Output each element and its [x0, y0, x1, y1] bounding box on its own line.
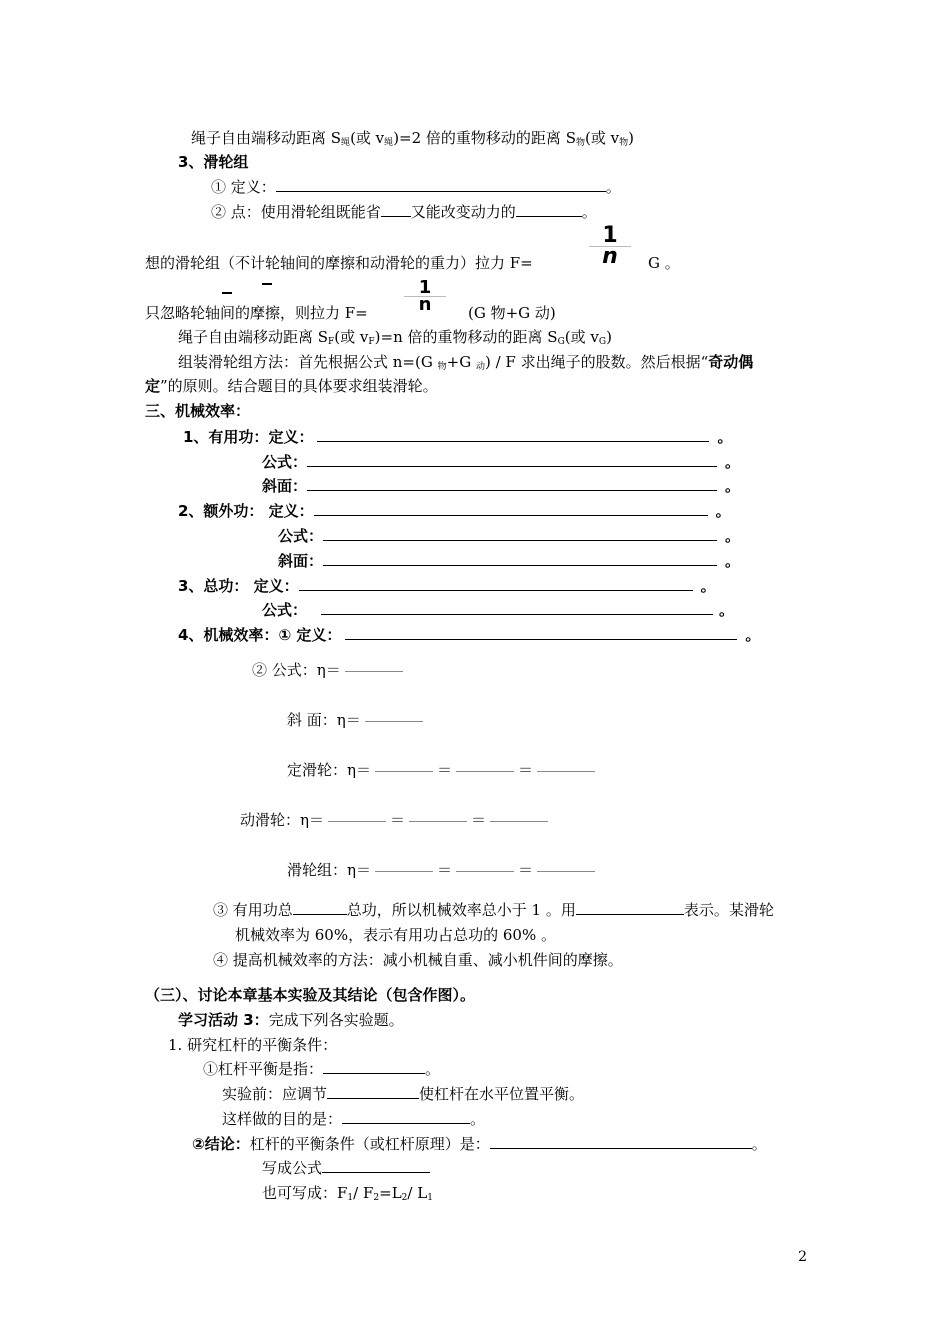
point-4: ④ 提高机械效率的方法：减小机械自重、减小机件间的摩擦。: [213, 951, 623, 969]
formula-slope: 斜 面：η＝: [287, 710, 427, 730]
fraction-1-over-n: 1 n: [585, 228, 635, 265]
question-1: 1. 研究杠杆的平衡条件：: [168, 1036, 338, 1054]
question-1a: ①杠杆平衡是指： 。: [203, 1060, 441, 1078]
extra-work-def: 2、额外功： 定义： 。: [178, 502, 731, 520]
heading-pulley-block: 3、滑轮组: [178, 153, 249, 171]
line-only-friction: 只忽略轮轴间的摩擦，则拉力 F=: [145, 304, 368, 322]
mark-dash-1: [262, 283, 272, 285]
useful-work-slope: 斜面： 。: [262, 477, 741, 495]
point-3-cont: 机械效率为 60%，表示有用功占总功的 60% 。: [235, 926, 556, 944]
line-rope-distance: 绳子自由端移动距离 $S_绳$(或 $v_绳)=2$ 倍的重物移动的距离 $S_物$(或 $v_物$): [191, 129, 634, 148]
section-experiments: （三）、讨论本章基本实验及其结论（包含作图）。: [145, 986, 476, 1004]
mark-dash-2: [222, 292, 232, 294]
line-ideal-pulley: 想的滑轮组（不计轮轴间的摩擦和动滑轮的重力）拉力 F=: [145, 254, 533, 272]
question-1b: 实验前：应调节 使杠杆在水平位置平衡。: [222, 1085, 585, 1103]
line-assembly: 组装滑轮组方法：首先根据公式 n=(G $_物$+G $_动$) / F 求出绳子的股数。然后根据“奇动偶: [178, 353, 754, 372]
alt-formula: 也可写成：$F_1/$ $F_2=L_2/$ $L_1$: [262, 1184, 433, 1203]
line-feature: ② 点：使用滑轮组既能省 又能改变动力的 。: [211, 203, 597, 221]
conclusion: ②结论：杠杆的平衡条件（或杠杆原理）是： 。: [192, 1135, 767, 1153]
formula-eta: ② 公式：η＝: [252, 660, 407, 680]
total-work-def: 3、总功： 定义： 。: [178, 577, 716, 595]
fraction-1-over-n-2: 1 n: [400, 282, 450, 311]
section-efficiency: 三、机械效率：: [145, 402, 251, 420]
line-definition: ① 定义： 。: [211, 178, 621, 196]
formula-pulley-block: 滑轮组：η＝ ＝ ＝: [287, 860, 599, 880]
only-g: (G 物+G 动): [468, 304, 556, 322]
learning-activity: 学习活动 3：完成下列各实验题。: [178, 1011, 404, 1029]
question-1c: 这样做的目的是： 。: [222, 1110, 486, 1128]
line-rope-distance-n: 绳子自由端移动距离 $S_F$(或 $v_F)=n$ 倍的重物移动的距离 $S_G$(或 $v_G$): [178, 328, 612, 347]
useful-work-def: 1、有用功：定义： 。: [183, 428, 733, 446]
formula-movable-pulley: 动滑轮：η＝ ＝ ＝: [240, 810, 552, 830]
extra-work-formula: 公式： 。: [278, 527, 741, 545]
formula-fixed-pulley: 定滑轮：η＝ ＝ ＝: [287, 760, 599, 780]
efficiency-def: 4、机械效率：① 定义： 。: [178, 626, 761, 644]
ideal-g: G 。: [648, 254, 680, 272]
useful-work-formula: 公式： 。: [262, 453, 741, 471]
total-work-formula: 公式： 。: [262, 601, 735, 619]
page-number: 2: [798, 1249, 807, 1265]
line-assembly-2: 定”的原则。结合题目的具体要求组装滑轮。: [145, 377, 438, 395]
point-3: ③ 有用功总 总功，所以机械效率总小于 1 。用 表示。某滑轮: [213, 901, 774, 919]
extra-work-slope: 斜面： 。: [278, 552, 741, 570]
write-formula: 写成公式: [262, 1158, 430, 1178]
